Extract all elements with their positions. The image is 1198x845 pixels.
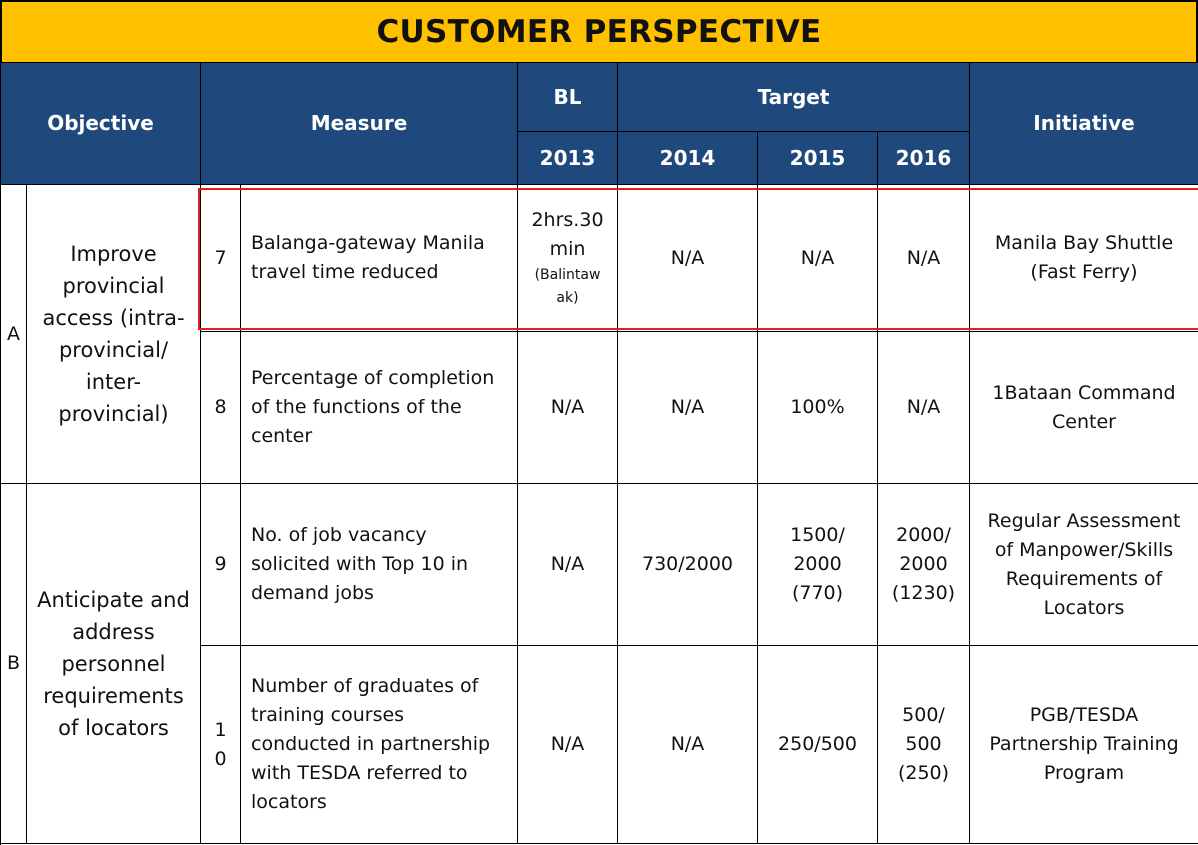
header-year-2013: 2013 (518, 132, 618, 185)
measure-number: 7 (201, 185, 241, 332)
title-bar (0, 0, 1198, 64)
target-2014-cell: N/A (618, 185, 758, 332)
baseline-cell: N/A (518, 332, 618, 484)
initiative-cell: Manila Bay Shuttle (Fast Ferry) (970, 185, 1198, 332)
target-2014-cell: N/A (618, 332, 758, 484)
header-target: Target (618, 63, 970, 132)
objective-cell: Improve provincial access (intra-provincial/ inter-provincial) (27, 185, 201, 484)
target-2014-cell: N/A (618, 646, 758, 844)
measure-number: 9 (201, 484, 241, 646)
target-2016-cell: N/A (878, 185, 970, 332)
measure-cell: Number of graduates of training courses conducted in partnership with TESDA referred to locators (241, 646, 518, 844)
target-2015-cell: 100% (758, 332, 878, 484)
measure-cell: Balanga-gateway Manila travel time reduced (241, 185, 518, 332)
header-bl: BL (518, 63, 618, 132)
page-title: CUSTOMER PERSPECTIVE (376, 14, 822, 50)
baseline-cell (518, 185, 618, 332)
measure-cell: Percentage of completion of the functions of the center (241, 332, 518, 484)
target-2015-cell: 1500/ 2000 (770) (758, 484, 878, 646)
group-letter: B (1, 484, 27, 844)
header-initiative: Initiative (970, 63, 1198, 185)
target-2016-cell: N/A (878, 332, 970, 484)
header-year-2016: 2016 (878, 132, 970, 185)
header-year-2014: 2014 (618, 132, 758, 185)
header-year-2015: 2015 (758, 132, 878, 185)
initiative-cell: PGB/TESDA Partnership Training Program (970, 646, 1198, 844)
target-2016-cell: 2000/ 2000 (1230) (878, 484, 970, 646)
header-objective: Objective (1, 63, 201, 185)
baseline-note: (Balintawak) (534, 267, 601, 306)
baseline-value: 2hrs.30 min (531, 209, 604, 260)
objective-cell: Anticipate and address personnel requirements of locators (27, 484, 201, 844)
target-2015-cell: 250/500 (758, 646, 878, 844)
initiative-cell: 1Bataan Command Center (970, 332, 1198, 484)
target-2016-cell: 500/ 500 (250) (878, 646, 970, 844)
baseline-cell: N/A (518, 484, 618, 646)
measure-number: 8 (201, 332, 241, 484)
baseline-cell: N/A (518, 646, 618, 844)
group-letter: A (1, 185, 27, 484)
target-2015-cell: N/A (758, 185, 878, 332)
measure-cell: No. of job vacancy solicited with Top 10 in demand jobs (241, 484, 518, 646)
scorecard-table (0, 62, 1198, 845)
initiative-cell: Regular Assessment of Manpower/Skills Requirements of Locators (970, 484, 1198, 646)
measure-number: 10 (201, 646, 241, 844)
header-measure: Measure (201, 63, 518, 185)
target-2014-cell: 730/2000 (618, 484, 758, 646)
